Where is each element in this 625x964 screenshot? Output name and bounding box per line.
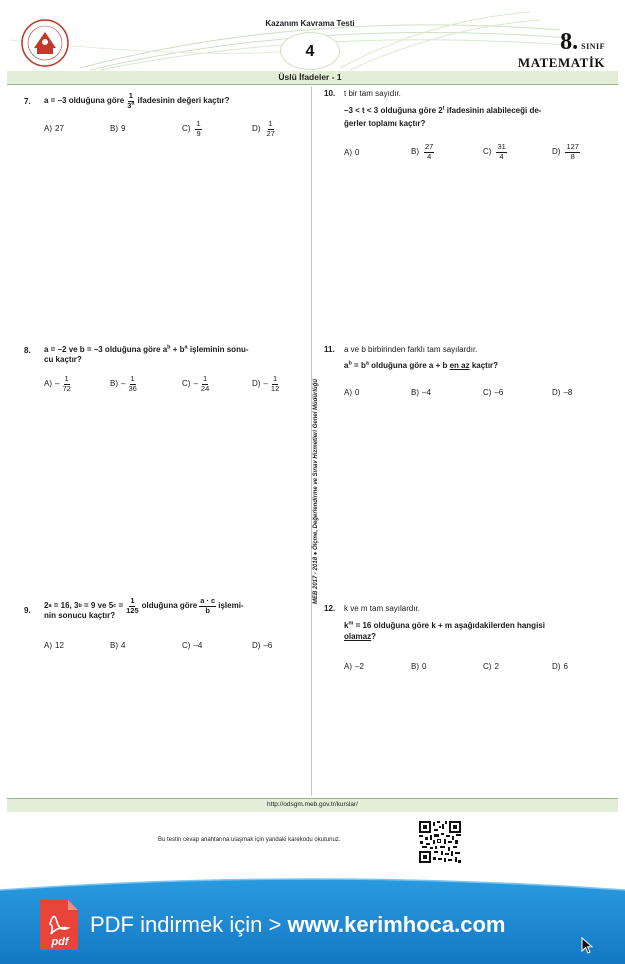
question-text-part: a = –3 olduğuna göre (44, 95, 125, 105)
option-c[interactable] (182, 375, 212, 393)
topic-title: Üslü İfadeler - 1 (278, 72, 342, 82)
power-exponent: m (348, 620, 354, 627)
test-number: 4 (280, 32, 340, 70)
question-text-part: ifadesinin değeri kaçtır? (137, 95, 230, 105)
grade-label (560, 29, 605, 56)
page-header (0, 0, 625, 86)
question-text (344, 89, 602, 129)
fraction (565, 143, 580, 161)
question-11 (324, 345, 614, 415)
option-c[interactable] (182, 120, 204, 138)
option-letter: B) (411, 146, 419, 156)
fraction-numerator: 1 (272, 374, 278, 383)
option-b[interactable] (110, 375, 140, 393)
question-text-part: = 16, 3 (51, 600, 79, 610)
question-line (344, 632, 602, 642)
option-b[interactable] (411, 662, 426, 672)
option-a[interactable] (44, 375, 74, 393)
option-letter: D) (552, 388, 561, 397)
question-text-part: işlemi- (218, 600, 244, 610)
question-text-part: = (116, 600, 124, 610)
question-text (44, 92, 302, 110)
qr-note: Bu testin cevap anahtarına ulaşmak için yandaki karekodu okutunuz. (158, 837, 341, 843)
option-value: 12 (55, 641, 64, 650)
option-value: 4 (121, 641, 126, 650)
fraction-denominator: 72 (62, 383, 71, 393)
question-8 (24, 345, 309, 415)
power-exponent: b (348, 360, 352, 367)
fraction (265, 120, 275, 138)
answer-options (344, 143, 604, 163)
option-value: –8 (563, 388, 573, 397)
banner-prefix: PDF indirmek için > (90, 912, 288, 937)
answer-options (44, 375, 304, 395)
fraction-denominator: 12 (270, 383, 280, 393)
underlined-text: en az (449, 361, 470, 371)
question-text (44, 345, 302, 366)
question-line (344, 106, 602, 116)
option-b[interactable] (110, 124, 125, 134)
question-line (344, 361, 602, 371)
question-text-part: + b (170, 345, 185, 354)
fraction-numerator: 1 (196, 119, 201, 128)
test-title: Kazanım Kavrama Testi (265, 19, 355, 28)
option-letter: C) (182, 641, 191, 650)
question-text (344, 345, 602, 372)
mouse-cursor-icon (581, 937, 595, 955)
question-text-part: = 16 olduğuna göre k + m aşağıdakilerden hangisi (353, 621, 545, 631)
question-number: 12. (324, 604, 336, 613)
fraction-numerator: a · c (200, 596, 216, 605)
fraction (199, 597, 216, 615)
question-line: k ve m tam sayılardır. (344, 604, 421, 613)
option-value: 0 (355, 388, 360, 397)
question-text-part: a (344, 361, 349, 371)
fraction-denominator: 4 (499, 151, 504, 161)
option-letter: A) (44, 378, 52, 388)
question-line: a ve b birbirinden farklı tam sayılardır. (344, 345, 478, 354)
option-value: 27 (55, 124, 64, 133)
option-b[interactable] (411, 143, 436, 161)
fraction-numerator: 1 (202, 374, 208, 383)
option-value: –6 (263, 641, 273, 650)
option-sign: – (121, 378, 126, 388)
option-letter: D) (552, 146, 561, 156)
question-text (44, 597, 302, 622)
option-value: 0 (355, 148, 360, 157)
option-value: –2 (355, 662, 364, 671)
option-letter: C) (483, 662, 492, 671)
option-letter: D) (552, 662, 561, 671)
fraction-denominator: 4 (427, 151, 432, 161)
option-letter: C) (483, 388, 492, 397)
power-exponent: a (365, 360, 369, 367)
question-text-part: –3 < t < 3 olduğuna göre 2 (344, 106, 443, 116)
option-letter: A) (344, 388, 352, 397)
power-exponent: t (442, 105, 445, 112)
fraction (126, 92, 135, 110)
option-value: 2 (494, 662, 499, 671)
fraction-denominator: 36 (128, 383, 137, 393)
option-letter: A) (344, 148, 352, 157)
banner-site-link[interactable]: www.kerimhoca.com (287, 912, 506, 937)
fraction-numerator: 1 (64, 374, 69, 383)
question-text-part: kaçtır? (469, 361, 499, 371)
question-line: ğerler toplamı kaçtır? (344, 118, 426, 128)
answer-options (344, 388, 604, 408)
question-number: 8. (24, 346, 31, 355)
fraction-denominator: 24 (200, 383, 210, 393)
option-a[interactable] (344, 148, 359, 158)
option-value: 9 (121, 124, 126, 133)
question-line: cu kaçtır? (44, 355, 82, 365)
power-exponent: b (167, 344, 171, 351)
option-letter: D) (252, 378, 261, 388)
option-letter: A) (44, 641, 52, 650)
fraction (125, 597, 140, 615)
option-value: 6 (563, 662, 568, 671)
question-line: t bir tam sayıdır. (344, 89, 401, 98)
option-c[interactable] (483, 388, 503, 398)
power-exponent: a (131, 100, 135, 107)
answer-options (344, 662, 604, 682)
question-number: 9. (24, 606, 31, 615)
fraction-numerator: 127 (566, 142, 579, 151)
pdf-icon (40, 900, 80, 950)
option-letter: C) (483, 146, 492, 156)
question-text-part: ? (371, 631, 377, 641)
option-d[interactable] (552, 143, 582, 161)
question-text-part: işleminin sonu- (187, 345, 249, 354)
subject-title: MATEMATİK (517, 55, 605, 70)
question-number: 7. (24, 97, 31, 106)
option-value: –4 (422, 388, 431, 397)
question-line (44, 345, 302, 355)
fraction-denominator: 8 (570, 151, 575, 161)
option-a[interactable] (44, 641, 64, 651)
question-line: nin sonucu kaçtır? (44, 611, 116, 621)
option-d[interactable] (552, 388, 572, 398)
question-text-part: k (344, 621, 349, 631)
question-text-part: = b (351, 361, 366, 371)
question-text (344, 604, 602, 642)
option-letter: B) (110, 378, 118, 388)
option-letter: B) (110, 641, 118, 650)
option-value: –6 (494, 388, 504, 397)
option-a[interactable] (344, 662, 364, 672)
fraction (61, 375, 71, 393)
option-letter: D) (252, 641, 261, 650)
question-7 (24, 92, 309, 162)
underlined-text: olamaz (344, 631, 372, 641)
option-a[interactable] (44, 124, 64, 134)
fraction-denominator: 125 (126, 605, 139, 615)
question-10 (324, 89, 614, 179)
question-number: 10. (324, 89, 336, 98)
option-d[interactable] (252, 641, 272, 651)
column-divider (311, 86, 312, 796)
option-c[interactable] (483, 662, 499, 672)
option-sign: – (193, 378, 198, 388)
power-base: 3 (127, 100, 132, 110)
option-sign: – (263, 378, 268, 388)
fraction (127, 375, 137, 393)
qr-code[interactable] (418, 820, 462, 864)
option-value: –4 (193, 641, 203, 650)
option-d[interactable] (552, 662, 568, 672)
option-c[interactable] (483, 143, 509, 161)
fraction-numerator: 27 (425, 142, 434, 151)
option-letter: B) (411, 388, 419, 397)
footer-url-link[interactable]: http://odsgm.meb.gov.tr/kurslar/ (267, 801, 358, 808)
fraction-denominator: b (205, 605, 211, 615)
option-b[interactable] (110, 641, 125, 651)
fraction-numerator: 1 (128, 91, 133, 100)
question-number: 11. (324, 345, 335, 354)
option-d[interactable] (252, 120, 278, 138)
grade-number: 8. (560, 29, 579, 55)
option-b[interactable] (411, 388, 431, 398)
banner-text (90, 912, 506, 938)
question-12 (324, 604, 614, 679)
fraction-numerator: 1 (130, 596, 135, 605)
question-text-part: = 9 ve 5 (81, 600, 114, 610)
fraction-numerator: 1 (130, 374, 135, 383)
pdf-icon-label: pdf (51, 936, 69, 948)
question-text-part: a = –2 ve b = –3 olduğuna göre a (44, 345, 168, 354)
answer-options (44, 120, 304, 140)
option-letter: A) (44, 124, 52, 133)
option-a[interactable] (344, 388, 359, 398)
option-letter: B) (411, 662, 419, 671)
power-exponent: a (184, 344, 188, 351)
question-text-part: ifadesinin alabileceği de- (444, 106, 542, 116)
download-banner[interactable] (0, 876, 625, 964)
fraction-numerator: 31 (497, 142, 506, 151)
fraction (424, 143, 434, 161)
option-letter: C) (182, 378, 191, 388)
option-sign: – (55, 378, 60, 388)
option-c[interactable] (182, 641, 202, 651)
question-text-part: 2 (44, 600, 49, 610)
fraction (270, 375, 280, 393)
option-letter: A) (344, 662, 352, 671)
fraction (200, 375, 210, 393)
side-caption-text: MEB 2017 - 2018 ● Ölçme, Değerlendirme ve Sınav Hizmetleri Genel Müdürlüğü (313, 378, 319, 604)
fraction (496, 143, 506, 161)
question-text-part: olduğuna göre (141, 600, 198, 610)
question-text-part: olduğuna göre a + b (368, 361, 450, 371)
fraction-denominator (126, 102, 135, 111)
option-value: 0 (422, 662, 427, 671)
fraction (195, 120, 201, 138)
question-9 (24, 597, 309, 667)
option-d[interactable] (252, 375, 282, 393)
grade-word: SINIF (581, 42, 605, 51)
option-letter: D) (252, 123, 261, 133)
fraction-denominator: 9 (196, 128, 201, 138)
option-letter: B) (110, 124, 118, 133)
fraction-denominator: 27 (266, 128, 275, 138)
question-line: 2 a = 16, 3 b = 9 ve 5 c = $\frac{1}{125}$ olduğuna göre $\frac{a \cdot c}{b}$ işlemi- (44, 596, 244, 615)
answer-options (44, 641, 304, 661)
question-line (344, 621, 602, 631)
fraction-numerator: 1 (268, 119, 273, 128)
option-letter: C) (182, 123, 191, 133)
